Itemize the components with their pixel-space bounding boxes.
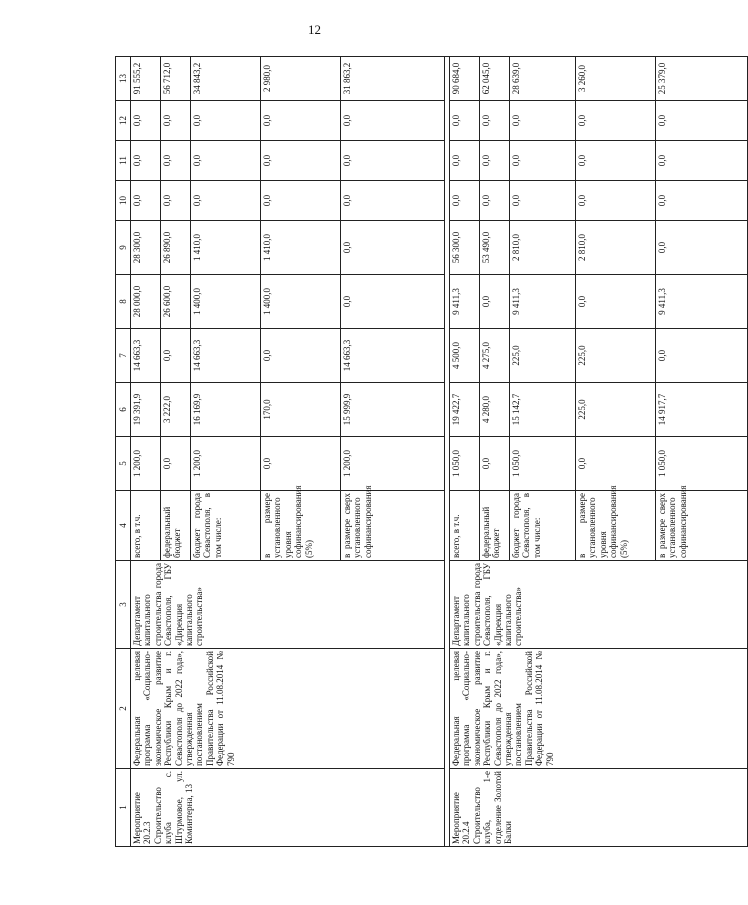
value-cell: 62 045,0 bbox=[480, 57, 510, 101]
value-cell: 0,0 bbox=[576, 437, 656, 491]
page-number: 12 bbox=[308, 22, 321, 37]
budget-table bbox=[115, 56, 748, 847]
executor-cell: Департамент капитального строительства города Севастополя, ГБУ «Дирекция капитального строительства» bbox=[450, 561, 748, 649]
value-cell: 25 379,0 bbox=[656, 57, 748, 101]
value-cell: 0,0 bbox=[191, 101, 261, 141]
column-header: 5 bbox=[116, 437, 131, 491]
value-cell: 1 410,0 bbox=[261, 221, 341, 275]
value-cell: 0,0 bbox=[261, 141, 341, 181]
value-cell: 28 000,0 bbox=[131, 275, 161, 329]
value-cell: 0,0 bbox=[341, 141, 445, 181]
value-cell: 14 663,3 bbox=[341, 329, 445, 383]
value-cell: 0,0 bbox=[450, 101, 480, 141]
value-cell: 34 843,2 bbox=[191, 57, 261, 101]
value-cell: 9 411,3 bbox=[656, 275, 748, 329]
value-cell: 1 050,0 bbox=[656, 437, 748, 491]
value-cell: 9 411,3 bbox=[510, 275, 576, 329]
value-cell: 0,0 bbox=[161, 437, 191, 491]
value-cell: 0,0 bbox=[131, 181, 161, 221]
value-cell: 0,0 bbox=[161, 141, 191, 181]
value-cell: 26 890,0 bbox=[161, 221, 191, 275]
column-header: 9 bbox=[116, 221, 131, 275]
value-cell: 1 400,0 bbox=[261, 275, 341, 329]
column-header: 4 bbox=[116, 491, 131, 561]
value-cell: 0,0 bbox=[480, 101, 510, 141]
value-cell: 4 280,0 bbox=[480, 383, 510, 437]
value-cell: 0,0 bbox=[510, 141, 576, 181]
value-cell: 0,0 bbox=[656, 329, 748, 383]
value-cell: 0,0 bbox=[480, 437, 510, 491]
value-cell: 2 810,0 bbox=[510, 221, 576, 275]
value-cell: 0,0 bbox=[341, 101, 445, 141]
column-header: 3 bbox=[116, 561, 131, 649]
value-cell: 0,0 bbox=[261, 329, 341, 383]
value-cell: 14 663,3 bbox=[131, 329, 161, 383]
value-cell: 0,0 bbox=[656, 181, 748, 221]
funding-source-label: бюджет города Севастополя, в том числе: bbox=[191, 491, 261, 561]
value-cell: 4 500,0 bbox=[450, 329, 480, 383]
value-cell: 4 275,0 bbox=[480, 329, 510, 383]
column-header: 8 bbox=[116, 275, 131, 329]
value-cell: 0,0 bbox=[341, 221, 445, 275]
value-cell: 1 050,0 bbox=[510, 437, 576, 491]
value-cell: 26 600,0 bbox=[161, 275, 191, 329]
value-cell: 0,0 bbox=[576, 275, 656, 329]
value-cell: 14 663,3 bbox=[191, 329, 261, 383]
value-cell: 0,0 bbox=[480, 275, 510, 329]
value-cell: 225,0 bbox=[510, 329, 576, 383]
funding-source-label: федеральный бюджет bbox=[480, 491, 510, 561]
value-cell: 0,0 bbox=[261, 101, 341, 141]
event-cell: Мероприятие 20.2.4 Строительство клуба, 1-е отделение Золотой Балки bbox=[450, 769, 748, 847]
value-cell: 0,0 bbox=[450, 181, 480, 221]
rotated-table-container bbox=[115, 57, 688, 847]
value-cell: 0,0 bbox=[191, 141, 261, 181]
value-cell: 225,0 bbox=[576, 329, 656, 383]
value-cell: 0,0 bbox=[341, 181, 445, 221]
value-cell: 0,0 bbox=[480, 181, 510, 221]
value-cell: 53 490,0 bbox=[480, 221, 510, 275]
value-cell: 225,0 bbox=[576, 383, 656, 437]
value-cell: 56 300,0 bbox=[450, 221, 480, 275]
value-cell: 16 169,9 bbox=[191, 383, 261, 437]
value-cell: 0,0 bbox=[341, 275, 445, 329]
executor-cell: Департамент капитального строительства города Севастополя, ГБУ «Дирекция капитального строительства» bbox=[131, 561, 445, 649]
value-cell: 2 810,0 bbox=[576, 221, 656, 275]
column-header: 13 bbox=[116, 57, 131, 101]
value-cell: 0,0 bbox=[510, 101, 576, 141]
value-cell: 19 422,7 bbox=[450, 383, 480, 437]
funding-source-label: в размере сверх установленного софинансирования bbox=[656, 491, 748, 561]
funding-source-label: в размере установленного уровня софинансирования (5%) bbox=[576, 491, 656, 561]
value-cell: 0,0 bbox=[191, 181, 261, 221]
value-cell: 19 391,9 bbox=[131, 383, 161, 437]
event-cell: Мероприятие 20.2.3 Строительство клуба с. Штурмовое, ул. Коминтерна, 13 bbox=[131, 769, 445, 847]
value-cell: 28 639,0 bbox=[510, 57, 576, 101]
value-cell: 31 863,2 bbox=[341, 57, 445, 101]
value-cell: 0,0 bbox=[656, 141, 748, 181]
value-cell: 0,0 bbox=[450, 141, 480, 181]
value-cell: 9 411,3 bbox=[450, 275, 480, 329]
value-cell: 56 712,0 bbox=[161, 57, 191, 101]
value-cell: 0,0 bbox=[656, 101, 748, 141]
column-header: 1 bbox=[116, 769, 131, 847]
value-cell: 0,0 bbox=[656, 221, 748, 275]
value-cell: 1 050,0 bbox=[450, 437, 480, 491]
value-cell: 0,0 bbox=[576, 101, 656, 141]
value-cell: 0,0 bbox=[576, 181, 656, 221]
value-cell: 0,0 bbox=[161, 329, 191, 383]
value-cell: 2 980,0 bbox=[261, 57, 341, 101]
value-cell: 0,0 bbox=[510, 181, 576, 221]
value-cell: 15 142,7 bbox=[510, 383, 576, 437]
table-row bbox=[450, 57, 480, 847]
value-cell: 15 999,9 bbox=[341, 383, 445, 437]
funding-source-label: в размере сверх установленного софинансирования bbox=[341, 491, 445, 561]
program-cell: Федеральная целевая программа «Социально-экономическое развитие Республики Крым и г. Севастополя до 2022 года», утвержденная постановлением Правительства Российской Федерации от 11.08.2014 № 790 bbox=[131, 649, 445, 769]
column-header: 10 bbox=[116, 181, 131, 221]
value-cell: 90 684,0 bbox=[450, 57, 480, 101]
value-cell: 3 222,0 bbox=[161, 383, 191, 437]
column-header: 12 bbox=[116, 101, 131, 141]
funding-source-label: федеральный бюджет bbox=[161, 491, 191, 561]
funding-source-label: всего, в т.ч. bbox=[131, 491, 161, 561]
value-cell: 0,0 bbox=[261, 437, 341, 491]
value-cell: 170,0 bbox=[261, 383, 341, 437]
funding-source-label: бюджет города Севастополя, в том числе: bbox=[510, 491, 576, 561]
column-header: 6 bbox=[116, 383, 131, 437]
value-cell: 3 260,0 bbox=[576, 57, 656, 101]
value-cell: 1 200,0 bbox=[131, 437, 161, 491]
funding-source-label: в размере установленного уровня софинансирования (5%) bbox=[261, 491, 341, 561]
column-header: 11 bbox=[116, 141, 131, 181]
column-header: 7 bbox=[116, 329, 131, 383]
value-cell: 0,0 bbox=[131, 141, 161, 181]
value-cell: 28 300,0 bbox=[131, 221, 161, 275]
value-cell: 1 410,0 bbox=[191, 221, 261, 275]
funding-source-label: всего, в т.ч. bbox=[450, 491, 480, 561]
value-cell: 0,0 bbox=[161, 101, 191, 141]
header-row bbox=[116, 57, 131, 847]
value-cell: 1 400,0 bbox=[191, 275, 261, 329]
table-row bbox=[131, 57, 161, 847]
value-cell: 0,0 bbox=[161, 181, 191, 221]
column-header: 2 bbox=[116, 649, 131, 769]
value-cell: 14 917,7 bbox=[656, 383, 748, 437]
value-cell: 91 555,2 bbox=[131, 57, 161, 101]
value-cell: 0,0 bbox=[576, 141, 656, 181]
value-cell: 1 200,0 bbox=[191, 437, 261, 491]
value-cell: 1 200,0 bbox=[341, 437, 445, 491]
value-cell: 0,0 bbox=[261, 181, 341, 221]
program-cell: Федеральная целевая программа «Социально-экономическое развитие Республики Крым и г. Севастополя до 2022 года», утвержденная постановлением Правительства Российской Федерации от 11.08.2014 № 790 bbox=[450, 649, 748, 769]
value-cell: 0,0 bbox=[131, 101, 161, 141]
value-cell: 0,0 bbox=[480, 141, 510, 181]
